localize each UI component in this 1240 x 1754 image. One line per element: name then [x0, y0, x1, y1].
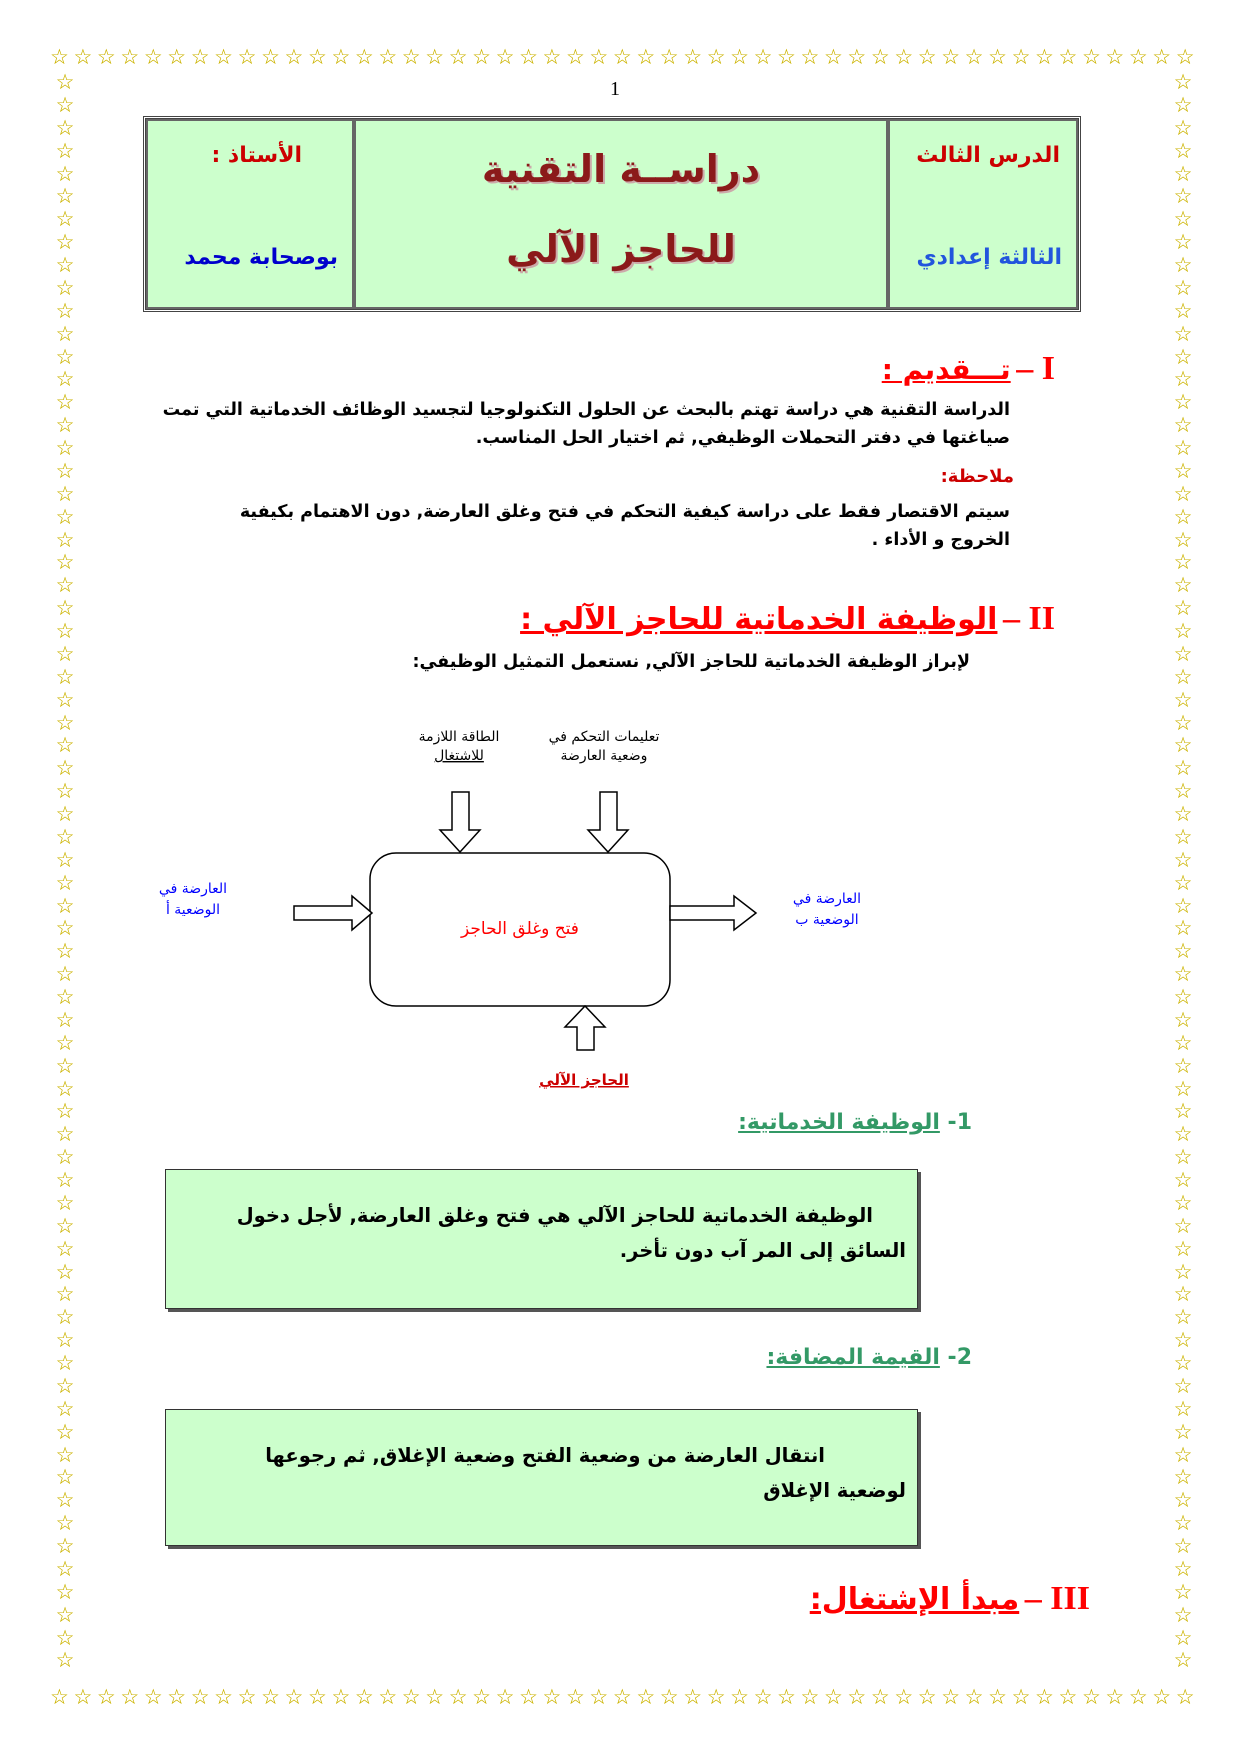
- lesson-label: الدرس الثالث: [916, 143, 1060, 168]
- star-icon: ☆: [706, 1684, 726, 1709]
- star-icon: ☆: [214, 1684, 233, 1709]
- star-icon: ☆: [143, 44, 163, 69]
- output-label-2: الوضعية ب: [795, 912, 859, 928]
- star-icon: ☆: [1152, 1684, 1172, 1709]
- star-icon: ☆: [659, 1684, 679, 1709]
- star-icon: ☆: [1173, 779, 1193, 804]
- star-icon: ☆: [1173, 687, 1193, 712]
- star-icon: ☆: [777, 1684, 796, 1709]
- star-icon: ☆: [823, 44, 843, 69]
- star-icon: ☆: [1173, 1511, 1193, 1536]
- star-icon: ☆: [55, 1168, 75, 1192]
- star-icon: ☆: [495, 1684, 515, 1709]
- star-icon: ☆: [472, 1684, 491, 1709]
- star-icon: ☆: [1175, 44, 1195, 69]
- star-icon: ☆: [55, 161, 75, 186]
- star-icon: ☆: [1058, 44, 1078, 69]
- star-border-right: [1172, 72, 1194, 1672]
- star-icon: ☆: [401, 44, 421, 69]
- star-icon: ☆: [1173, 1053, 1193, 1078]
- star-icon: ☆: [1173, 367, 1193, 392]
- star-icon: ☆: [1173, 1579, 1193, 1604]
- star-icon: ☆: [55, 870, 75, 895]
- section-3-number: III –: [1024, 1580, 1090, 1617]
- star-icon: ☆: [73, 44, 93, 69]
- section-2-number: II –: [1003, 600, 1055, 637]
- header-table: [143, 116, 1081, 312]
- star-icon: ☆: [425, 1684, 445, 1709]
- professor-cell: [146, 119, 354, 309]
- star-border-left: [54, 72, 76, 1672]
- functional-diagram: [147, 707, 917, 1105]
- star-icon: ☆: [307, 1684, 327, 1709]
- star-icon: ☆: [988, 1684, 1007, 1709]
- star-icon: ☆: [1173, 1145, 1193, 1170]
- section-2-intro: لإبراز الوظيفة الخدماتية للحاجز الآلي, نستعمل التمثيل الوظيفي:: [412, 652, 970, 672]
- star-icon: ☆: [1173, 596, 1193, 621]
- star-icon: ☆: [50, 44, 69, 69]
- star-icon: ☆: [823, 1684, 843, 1709]
- star-icon: ☆: [261, 1684, 280, 1709]
- star-icon: ☆: [1173, 1465, 1193, 1490]
- energy-label-2: للاشتغال: [434, 748, 484, 764]
- star-icon: ☆: [1035, 1684, 1054, 1709]
- star-icon: ☆: [190, 44, 210, 69]
- lesson-cell: [888, 119, 1078, 309]
- star-icon: ☆: [1173, 985, 1193, 1009]
- star-icon: ☆: [1173, 70, 1193, 94]
- star-icon: ☆: [55, 70, 75, 94]
- star-icon: ☆: [472, 44, 491, 69]
- note-text: سيتم الاقتصار فقط على دراسة كيفية التحكم في فتح وغلق العارضة, دون الاهتمام بكيفية الخروج و الأداء .: [239, 502, 1010, 550]
- star-icon: ☆: [917, 44, 937, 69]
- star-icon: ☆: [1173, 664, 1193, 689]
- star-icon: ☆: [1173, 870, 1193, 895]
- section-3-heading: [810, 1580, 1090, 1618]
- title-cell: [354, 119, 888, 309]
- star-icon: ☆: [55, 1305, 75, 1330]
- star-icon: ☆: [55, 619, 75, 643]
- section-1-heading: [882, 350, 1055, 388]
- star-icon: ☆: [1173, 1007, 1193, 1032]
- input-label-1: العارضة في: [158, 881, 228, 897]
- star-icon: ☆: [1173, 710, 1193, 735]
- star-icon: ☆: [1058, 1684, 1078, 1709]
- subsection-1-title: الوظيفة الخدماتية:: [738, 1110, 940, 1135]
- star-icon: ☆: [847, 1684, 867, 1709]
- star-icon: ☆: [354, 1684, 374, 1709]
- star-icon: ☆: [1173, 1122, 1193, 1147]
- star-icon: ☆: [683, 44, 703, 69]
- star-icon: ☆: [1173, 939, 1193, 964]
- star-icon: ☆: [1173, 962, 1193, 987]
- added-value-box: [165, 1409, 918, 1546]
- star-icon: ☆: [1081, 1684, 1101, 1709]
- star-icon: ☆: [1173, 1602, 1193, 1627]
- star-icon: ☆: [1105, 44, 1125, 69]
- star-icon: ☆: [1173, 1190, 1193, 1215]
- star-icon: ☆: [612, 44, 632, 69]
- star-icon: ☆: [1173, 253, 1193, 277]
- star-icon: ☆: [1173, 1556, 1193, 1581]
- input-arrow: [294, 896, 372, 930]
- star-icon: ☆: [659, 44, 679, 69]
- star-icon: ☆: [55, 1396, 75, 1421]
- star-icon: ☆: [55, 1076, 75, 1101]
- star-icon: ☆: [55, 1648, 75, 1673]
- star-icon: ☆: [1173, 413, 1193, 438]
- star-icon: ☆: [612, 1684, 632, 1709]
- star-icon: ☆: [55, 92, 75, 117]
- star-icon: ☆: [448, 44, 468, 69]
- star-icon: ☆: [55, 1259, 75, 1284]
- star-icon: ☆: [73, 1684, 93, 1709]
- star-icon: ☆: [55, 207, 75, 232]
- output-label-1: العارضة في: [792, 891, 862, 907]
- star-icon: ☆: [519, 1684, 538, 1709]
- star-icon: ☆: [1173, 550, 1193, 575]
- star-icon: ☆: [425, 44, 445, 69]
- input-label-2: الوضعية أ: [165, 902, 221, 918]
- star-icon: ☆: [55, 847, 75, 872]
- control-label-2: وضعية العارضة: [560, 748, 648, 764]
- level-label: الثالثة إعدادي: [916, 245, 1062, 270]
- star-icon: ☆: [1173, 893, 1193, 918]
- star-icon: ☆: [55, 756, 75, 781]
- star-icon: ☆: [55, 1534, 75, 1558]
- section-1-title: تـــقديم :: [881, 353, 1011, 386]
- star-icon: ☆: [237, 1684, 257, 1709]
- star-icon: ☆: [55, 321, 75, 346]
- star-icon: ☆: [519, 44, 538, 69]
- star-icon: ☆: [542, 1684, 562, 1709]
- star-icon: ☆: [55, 1419, 75, 1444]
- star-icon: ☆: [1173, 321, 1193, 346]
- star-border-top: [50, 46, 1195, 68]
- star-icon: ☆: [55, 1190, 75, 1215]
- note-label: ملاحظة:: [940, 466, 1014, 487]
- star-icon: ☆: [55, 344, 75, 369]
- star-icon: ☆: [55, 413, 75, 438]
- star-icon: ☆: [55, 298, 75, 323]
- star-icon: ☆: [964, 1684, 984, 1709]
- star-icon: ☆: [706, 44, 726, 69]
- service-function-line-1: الوظيفة الخدماتية للحاجز الآلي هي فتح وغلق العارضة, لأجل دخول: [236, 1204, 873, 1227]
- star-icon: ☆: [55, 710, 75, 735]
- star-icon: ☆: [1173, 733, 1193, 758]
- star-icon: ☆: [730, 1684, 749, 1709]
- star-icon: ☆: [589, 44, 609, 69]
- star-icon: ☆: [1035, 44, 1054, 69]
- star-icon: ☆: [55, 1282, 75, 1307]
- page-subtitle: للحاجز الآلي: [506, 227, 736, 271]
- star-icon: ☆: [917, 1684, 937, 1709]
- star-icon: ☆: [55, 1328, 75, 1353]
- star-icon: ☆: [1011, 1684, 1031, 1709]
- star-icon: ☆: [1173, 92, 1193, 117]
- star-icon: ☆: [55, 230, 75, 255]
- star-icon: ☆: [636, 1684, 656, 1709]
- star-icon: ☆: [777, 44, 796, 69]
- star-icon: ☆: [55, 733, 75, 758]
- star-border-bottom: [50, 1686, 1195, 1708]
- star-icon: ☆: [55, 1351, 75, 1375]
- star-icon: ☆: [55, 1625, 75, 1650]
- star-icon: ☆: [55, 1373, 75, 1398]
- star-icon: ☆: [1173, 1099, 1193, 1124]
- star-icon: ☆: [1173, 847, 1193, 872]
- star-icon: ☆: [894, 1684, 914, 1709]
- star-icon: ☆: [1173, 756, 1193, 781]
- star-icon: ☆: [55, 573, 75, 598]
- star-icon: ☆: [55, 1213, 75, 1238]
- star-icon: ☆: [683, 1684, 703, 1709]
- star-icon: ☆: [1173, 824, 1193, 849]
- subsection-1-number: 1-: [947, 1110, 972, 1135]
- subsection-2-title: القيمة المضافة:: [766, 1345, 940, 1370]
- service-function-box: [165, 1169, 918, 1309]
- star-icon: ☆: [55, 641, 75, 666]
- star-icon: ☆: [55, 962, 75, 987]
- star-icon: ☆: [1173, 1328, 1193, 1353]
- section-1-paragraph: الدراسة التقنية هي دراسة تهتم بالبحث عن الحلول التكنولوجيا لتجسيد الوظائف الخدماتية التي تمت صياغتها في دفتر التحملات الوظيفي, ثم اختيار الحل المناسب.: [162, 400, 1010, 448]
- star-icon: ☆: [378, 1684, 398, 1709]
- star-icon: ☆: [55, 687, 75, 712]
- section-3-title: مبدأ الإشتغال:: [809, 1582, 1020, 1617]
- star-icon: ☆: [190, 1684, 210, 1709]
- star-icon: ☆: [378, 44, 398, 69]
- star-icon: ☆: [847, 44, 867, 69]
- star-icon: ☆: [167, 1684, 187, 1709]
- star-icon: ☆: [55, 1465, 75, 1490]
- subsection-2-heading: [766, 1345, 972, 1370]
- star-icon: ☆: [55, 481, 75, 506]
- star-icon: ☆: [1173, 161, 1193, 186]
- star-icon: ☆: [55, 1556, 75, 1581]
- star-icon: ☆: [1173, 573, 1193, 598]
- star-icon: ☆: [448, 1684, 468, 1709]
- star-icon: ☆: [1173, 436, 1193, 460]
- star-icon: ☆: [1173, 1282, 1193, 1307]
- star-icon: ☆: [55, 824, 75, 849]
- star-icon: ☆: [120, 1684, 140, 1709]
- subsection-1-heading: [738, 1110, 972, 1135]
- star-icon: ☆: [1173, 802, 1193, 826]
- star-icon: ☆: [55, 596, 75, 621]
- star-icon: ☆: [307, 44, 327, 69]
- star-icon: ☆: [1173, 916, 1193, 941]
- star-icon: ☆: [55, 1602, 75, 1627]
- star-icon: ☆: [1173, 1076, 1193, 1101]
- star-icon: ☆: [261, 44, 280, 69]
- star-icon: ☆: [1105, 1684, 1125, 1709]
- star-icon: ☆: [55, 985, 75, 1009]
- star-icon: ☆: [1173, 527, 1193, 552]
- control-label-1: تعليمات التحكم في: [548, 729, 660, 745]
- star-icon: ☆: [143, 1684, 163, 1709]
- star-icon: ☆: [120, 44, 140, 69]
- star-icon: ☆: [870, 44, 890, 69]
- star-icon: ☆: [167, 44, 187, 69]
- star-icon: ☆: [55, 436, 75, 460]
- star-icon: ☆: [331, 44, 351, 69]
- star-icon: ☆: [1128, 1684, 1148, 1709]
- star-icon: ☆: [55, 893, 75, 918]
- star-icon: ☆: [636, 44, 656, 69]
- star-icon: ☆: [1173, 641, 1193, 666]
- star-icon: ☆: [1173, 115, 1193, 140]
- star-icon: ☆: [753, 1684, 773, 1709]
- star-icon: ☆: [1173, 1373, 1193, 1398]
- star-icon: ☆: [55, 138, 75, 163]
- star-icon: ☆: [55, 1145, 75, 1170]
- star-icon: ☆: [1173, 1030, 1193, 1055]
- star-icon: ☆: [1173, 619, 1193, 643]
- support-arrow: [565, 1006, 605, 1050]
- star-icon: ☆: [1173, 1213, 1193, 1238]
- star-icon: ☆: [565, 44, 585, 69]
- star-icon: ☆: [55, 275, 75, 300]
- star-icon: ☆: [1011, 44, 1031, 69]
- star-icon: ☆: [1173, 298, 1193, 323]
- star-icon: ☆: [1175, 1684, 1195, 1709]
- star-icon: ☆: [96, 1684, 116, 1709]
- star-icon: ☆: [800, 44, 820, 69]
- star-icon: ☆: [55, 939, 75, 964]
- star-icon: ☆: [55, 458, 75, 483]
- support-label: الحاجز الآلي: [539, 1071, 629, 1089]
- star-icon: ☆: [1173, 1351, 1193, 1375]
- star-icon: ☆: [1128, 44, 1148, 69]
- star-icon: ☆: [964, 44, 984, 69]
- control-arrow: [588, 792, 628, 852]
- star-icon: ☆: [55, 1579, 75, 1604]
- star-icon: ☆: [1081, 44, 1101, 69]
- star-icon: ☆: [55, 664, 75, 689]
- star-icon: ☆: [55, 1030, 75, 1055]
- star-icon: ☆: [1173, 1648, 1193, 1673]
- star-icon: ☆: [1173, 1442, 1193, 1467]
- star-icon: ☆: [1173, 344, 1193, 369]
- star-icon: ☆: [988, 44, 1007, 69]
- star-icon: ☆: [1173, 1259, 1193, 1284]
- star-icon: ☆: [55, 253, 75, 277]
- star-icon: ☆: [55, 1236, 75, 1261]
- star-icon: ☆: [542, 44, 562, 69]
- star-icon: ☆: [50, 1684, 69, 1709]
- section-2-heading: [520, 600, 1055, 638]
- star-icon: ☆: [284, 44, 304, 69]
- star-icon: ☆: [753, 44, 773, 69]
- star-icon: ☆: [730, 44, 749, 69]
- star-icon: ☆: [1173, 275, 1193, 300]
- section-2-title: الوظيفة الخدماتية للحاجز الآلي :: [520, 602, 998, 637]
- star-icon: ☆: [941, 44, 961, 69]
- star-icon: ☆: [354, 44, 374, 69]
- star-icon: ☆: [55, 550, 75, 575]
- star-icon: ☆: [1152, 44, 1172, 69]
- star-icon: ☆: [589, 1684, 609, 1709]
- star-icon: ☆: [1173, 1168, 1193, 1192]
- star-icon: ☆: [1173, 184, 1193, 209]
- page-number: 1: [610, 78, 620, 100]
- star-icon: ☆: [55, 1007, 75, 1032]
- subsection-2-number: 2-: [947, 1345, 972, 1370]
- star-icon: ☆: [870, 1684, 890, 1709]
- star-icon: ☆: [1173, 1419, 1193, 1444]
- added-value-line-1: انتقال العارضة من وضعية الفتح وضعية الإغلاق, ثم رجوعها: [265, 1444, 825, 1467]
- star-icon: ☆: [401, 1684, 421, 1709]
- page-title: دراســة التقنية: [481, 147, 761, 191]
- star-icon: ☆: [55, 779, 75, 804]
- star-icon: ☆: [1173, 1305, 1193, 1330]
- star-icon: ☆: [1173, 481, 1193, 506]
- star-icon: ☆: [96, 44, 116, 69]
- star-icon: ☆: [1173, 1625, 1193, 1650]
- star-icon: ☆: [55, 504, 75, 529]
- star-icon: ☆: [1173, 138, 1193, 163]
- star-icon: ☆: [214, 44, 233, 69]
- energy-label-1: الطاقة اللازمة: [418, 729, 500, 745]
- added-value-line-2: لوضعية الإغلاق: [763, 1479, 906, 1502]
- star-icon: ☆: [55, 1053, 75, 1078]
- energy-arrow: [440, 792, 480, 852]
- function-label: فتح وغلق الحاجز: [461, 919, 579, 939]
- star-icon: ☆: [55, 115, 75, 140]
- output-arrow: [670, 896, 756, 930]
- star-icon: ☆: [941, 1684, 961, 1709]
- star-icon: ☆: [894, 44, 914, 69]
- star-icon: ☆: [1173, 1534, 1193, 1558]
- professor-label: الأستاذ :: [211, 143, 302, 168]
- star-icon: ☆: [1173, 1488, 1193, 1513]
- star-icon: ☆: [1173, 207, 1193, 232]
- star-icon: ☆: [55, 1488, 75, 1513]
- star-icon: ☆: [55, 390, 75, 415]
- section-1-number: I –: [1016, 350, 1055, 387]
- star-icon: ☆: [1173, 230, 1193, 255]
- star-icon: ☆: [565, 1684, 585, 1709]
- star-icon: ☆: [55, 916, 75, 941]
- star-icon: ☆: [1173, 390, 1193, 415]
- star-icon: ☆: [800, 1684, 820, 1709]
- star-icon: ☆: [495, 44, 515, 69]
- star-icon: ☆: [55, 1442, 75, 1467]
- star-icon: ☆: [55, 184, 75, 209]
- professor-name: بوصحابة محمد: [184, 245, 338, 270]
- star-icon: ☆: [55, 1099, 75, 1124]
- star-icon: ☆: [55, 802, 75, 826]
- star-icon: ☆: [55, 527, 75, 552]
- service-function-line-2: السائق إلى المر آب دون تأخر.: [619, 1239, 906, 1262]
- star-icon: ☆: [1173, 1236, 1193, 1261]
- star-icon: ☆: [55, 367, 75, 392]
- star-icon: ☆: [55, 1511, 75, 1536]
- star-icon: ☆: [1173, 504, 1193, 529]
- star-icon: ☆: [55, 1122, 75, 1147]
- star-icon: ☆: [284, 1684, 304, 1709]
- star-icon: ☆: [1173, 458, 1193, 483]
- star-icon: ☆: [237, 44, 257, 69]
- star-icon: ☆: [1173, 1396, 1193, 1421]
- star-icon: ☆: [331, 1684, 351, 1709]
